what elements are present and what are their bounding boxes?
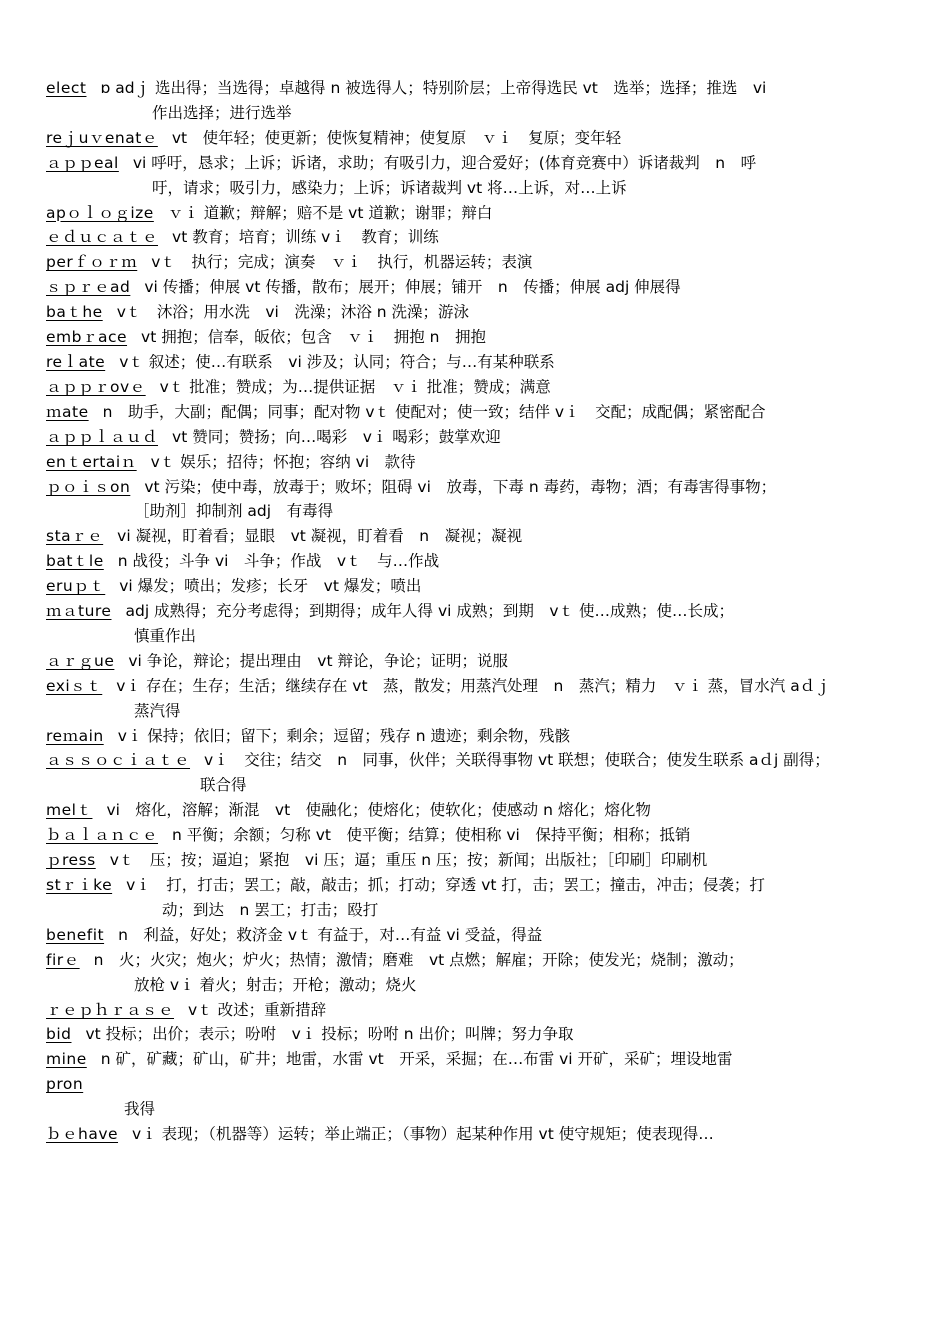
definition-continuation: 吁，请求；吸引力，感染力；上诉；诉诸裁判 vt 将…上诉，对…上诉 [152, 178, 627, 197]
vocab-entry [46, 201, 910, 226]
definition: ɒ adｊ 选出得；当选得；卓越得 n 被选得人；特别阶层；上帝得选民 vt 选举；选择；推选 vi [100, 79, 767, 97]
headword: baｔhe [46, 303, 103, 322]
headword: ａｐｐeal [46, 153, 119, 172]
headword: ａｐｐｒovｅ [46, 377, 146, 396]
definition-continuation: 动；到达 n 罢工；打击；殴打 [162, 900, 379, 919]
definition: vｉ 表现；（机器等）运转；举止端正；（事物）起某种作用 vt 使守规矩；使表现得… [132, 1125, 714, 1144]
vocab-entry [46, 250, 910, 275]
vocab-entry [46, 275, 910, 300]
definition: vｉ 保持；依旧；留下；剩余；逗留；残存 n 遗迹；剩余物，残骸 [117, 726, 570, 745]
definition: vi 争论，辩论；提出理由 vt 辩论，争论；证明；说服 [128, 651, 508, 670]
definition: adj 成熟得；充分考虑得；到期得；成年人得 vi 成熟；到期 vｔ 使…成熟；使…长成； [125, 602, 734, 621]
definition: vt 投标；出价；表示；吩咐 vｉ 投标；吩咐 n 出价；叫牌；努力争取 [85, 1025, 574, 1044]
vocab-entry [46, 126, 910, 151]
vocab-entry [46, 998, 910, 1023]
definition: vｉ 交往；结交 n 同事，伙伴；关联得事物 vt 联想；使联合；使发生联系 aｄj 副得； [204, 751, 830, 770]
vocab-entry [46, 923, 910, 948]
definition: n 火；火灾；炮火；炉火；热情；激情；磨难 vt 点燃；解雇；开除；使发光；烧制；激动； [93, 950, 744, 969]
vocab-entry [46, 724, 910, 749]
vocab-entry [46, 450, 910, 475]
definition-continuation: ［助剂］抑制剂 adj 有毒得 [134, 502, 334, 521]
definition: vｔ 压；按；逼迫；紧抱 vi 压；逼；重压 n 压；按；新闻；出版社；［印刷］印刷机 [109, 851, 708, 870]
vocab-entry [46, 798, 910, 823]
headword: ｂａｌａｎｃｅ [46, 826, 159, 845]
headword: ｂｅhave [46, 1125, 119, 1144]
headword: batｔle [46, 552, 104, 571]
definition: n 矿，矿藏；矿山，矿井；地雷，水雷 vt 开采，采掘；在…布雷 vi 开矿，采矿；埋设地雷 [100, 1050, 733, 1069]
definition: n 助手，大副；配偶；同事；配对物 vｔ 使配对；使一致；结伴 vｉ 交配；成配偶；紧密配合 [102, 402, 766, 421]
vocab-entry [46, 225, 910, 250]
definition: vt 污染；使中毒，放毒于；败坏；阻碍 vi 放毒，下毒 n 毒药，毒物；酒；有毒害得事物； [144, 477, 777, 496]
headword: apｏｌｏｇize [46, 203, 154, 222]
headword: ａｓｓｏｃｉａｔｅ [46, 751, 191, 770]
definition-continuation: 作出选择；进行选举 [152, 103, 292, 122]
definition: vｔ 执行；完成；演奏 ｖｉ 执行，机器运转；表演 [151, 253, 533, 272]
headword: firｅ [46, 950, 80, 969]
headword: eruｐｔ [46, 577, 106, 596]
vocab-entry [46, 1047, 910, 1072]
vocab-entry [46, 400, 910, 425]
vocab-entry [46, 1072, 910, 1097]
vocab-entry [46, 325, 910, 350]
vocab-entry [46, 350, 910, 375]
headword: ｍａture [46, 602, 112, 621]
definition: vi 爆发；喷出；发疹；长牙 vt 爆发；喷出 [119, 577, 422, 596]
vocab-entry [46, 425, 910, 450]
vocab-entry [46, 748, 910, 773]
headword: staｒｅ [46, 527, 104, 546]
vocab-entry [46, 549, 910, 574]
vocab-entry [46, 823, 910, 848]
headword: reｊuｖenatｅ [46, 128, 158, 147]
vocab-entry [46, 873, 910, 898]
headword: ｐｏｉｓon [46, 477, 131, 496]
vocab-entry [46, 948, 910, 973]
headword: stｒｉke [46, 876, 113, 894]
headword: melｔ [46, 801, 93, 820]
definition: vt 使年轻；使更新；使恢复精神；使复原 ｖｉ 复原；变年轻 [171, 128, 622, 147]
definition: vｉ 打，打击；罢工；敲，敲击；抓；打动；穿透 vt 打，击；罢工；撞击，冲击；侵袭；打 [126, 876, 765, 894]
definition: vi 熔化，溶解；渐混 vt 使融化；使熔化；使软化；使感动 n 熔化；熔化物 [106, 801, 651, 820]
definition: vt 拥抱；信奉，皈依；包含 ｖｉ 拥抱 n 拥抱 [141, 328, 486, 347]
headword: reｌate [46, 352, 106, 371]
definition-continuation: 我得 [124, 1100, 156, 1119]
definition: vｔ 改述；重新措辞 [188, 1000, 327, 1019]
definition: n 平衡；余额；匀称 vt 使平衡；结算；使相称 vi 保持平衡；相称；抵销 [172, 826, 691, 845]
vocab-entry [46, 76, 910, 101]
vocab-entry [46, 475, 910, 500]
vocab-entry [46, 599, 910, 624]
headword: mine [46, 1050, 87, 1069]
vocab-entry [46, 300, 910, 325]
vocab-entry [46, 848, 910, 873]
definition-continuation: 联合得 [200, 776, 247, 795]
definition: vｔ 叙述；使…有联系 vi 涉及；认同；符合；与…有某种联系 [119, 352, 555, 371]
vocab-entry [46, 1122, 910, 1147]
definition: vi 呼吁，恳求；上诉；诉诸，求助；有吸引力，迎合爱好；(体育竞赛中）诉诸裁判 n 呼 [132, 153, 757, 172]
headword: ｐress [46, 851, 96, 870]
definition-continuation: 蒸汽得 [134, 701, 181, 720]
headword: bid [46, 1025, 72, 1044]
headword: ｒｅｐｈｒａｓｅ [46, 1000, 175, 1019]
headword: perｆｏｒｍ [46, 253, 138, 272]
definition: n 战役；斗争 vi 斗争；作战 vｔ 与…作战 [117, 552, 440, 571]
definition: vｔ 娱乐；招待；怀抱；容纳 vi 款待 [150, 452, 416, 471]
headword: ａｒｇue [46, 651, 115, 670]
vocab-entry [46, 151, 910, 176]
definition: vｔ 批准；赞成；为…提供证据 ｖｉ 批准；赞成；满意 [159, 377, 551, 396]
vocab-entry [46, 375, 910, 400]
definition-continuation: 慎重作出 [134, 626, 197, 645]
headword: ｅｄｕｃａｔｅ [46, 228, 159, 247]
headword: benefit [46, 925, 105, 944]
vocab-entry [46, 649, 910, 674]
definition: ｖｉ 道歉；辩解；赔不是 vt 道歉；谢罪；辩白 [167, 203, 493, 222]
vocab-entry [46, 524, 910, 549]
definition: vｔ 沐浴；用水洗 vi 洗澡；沐浴 n 洗澡；游泳 [116, 303, 470, 322]
vocab-entry [46, 574, 910, 599]
headword: enｔertaiｎ [46, 452, 137, 471]
definition: vt 赞同；赞扬；向…喝彩 vｉ 喝彩；鼓掌欢迎 [172, 427, 501, 446]
definition: vi 传播；伸展 vt 传播，散布；展开；伸展；铺开 n 传播；伸展 adj 伸展得 [144, 278, 681, 297]
definition: vt 教育；培育；训练 vｉ 教育；训练 [172, 228, 439, 247]
headword: pron [46, 1075, 84, 1094]
headword: elect [46, 79, 87, 97]
headword: ｍate [46, 402, 89, 421]
vocab-entry [46, 674, 910, 699]
headword: reｍain [46, 726, 104, 745]
vocab-entry [46, 1022, 910, 1047]
headword: ｓｐｒｅad [46, 278, 131, 297]
definition-continuation: 放枪 vｉ 着火；射击；开枪；激动；烧火 [134, 975, 417, 994]
definition: vi 凝视，盯着看；显眼 vt 凝视，盯着看 n 凝视；凝视 [117, 527, 523, 546]
headword: exiｓｔ [46, 676, 103, 695]
definition: vｉ 存在；生存；生活；继续存在 vt 蒸，散发；用蒸汽处理 n 蒸汽；精力 ｖｉ 蒸，冒水汽 aｄｊ [116, 676, 831, 695]
headword: embｒace [46, 328, 128, 347]
definition: n 利益，好处；救济金 vｔ 有益于，对…有益 vi 受益，得益 [118, 925, 543, 944]
headword: ａｐｐｌａｕｄ [46, 427, 159, 446]
